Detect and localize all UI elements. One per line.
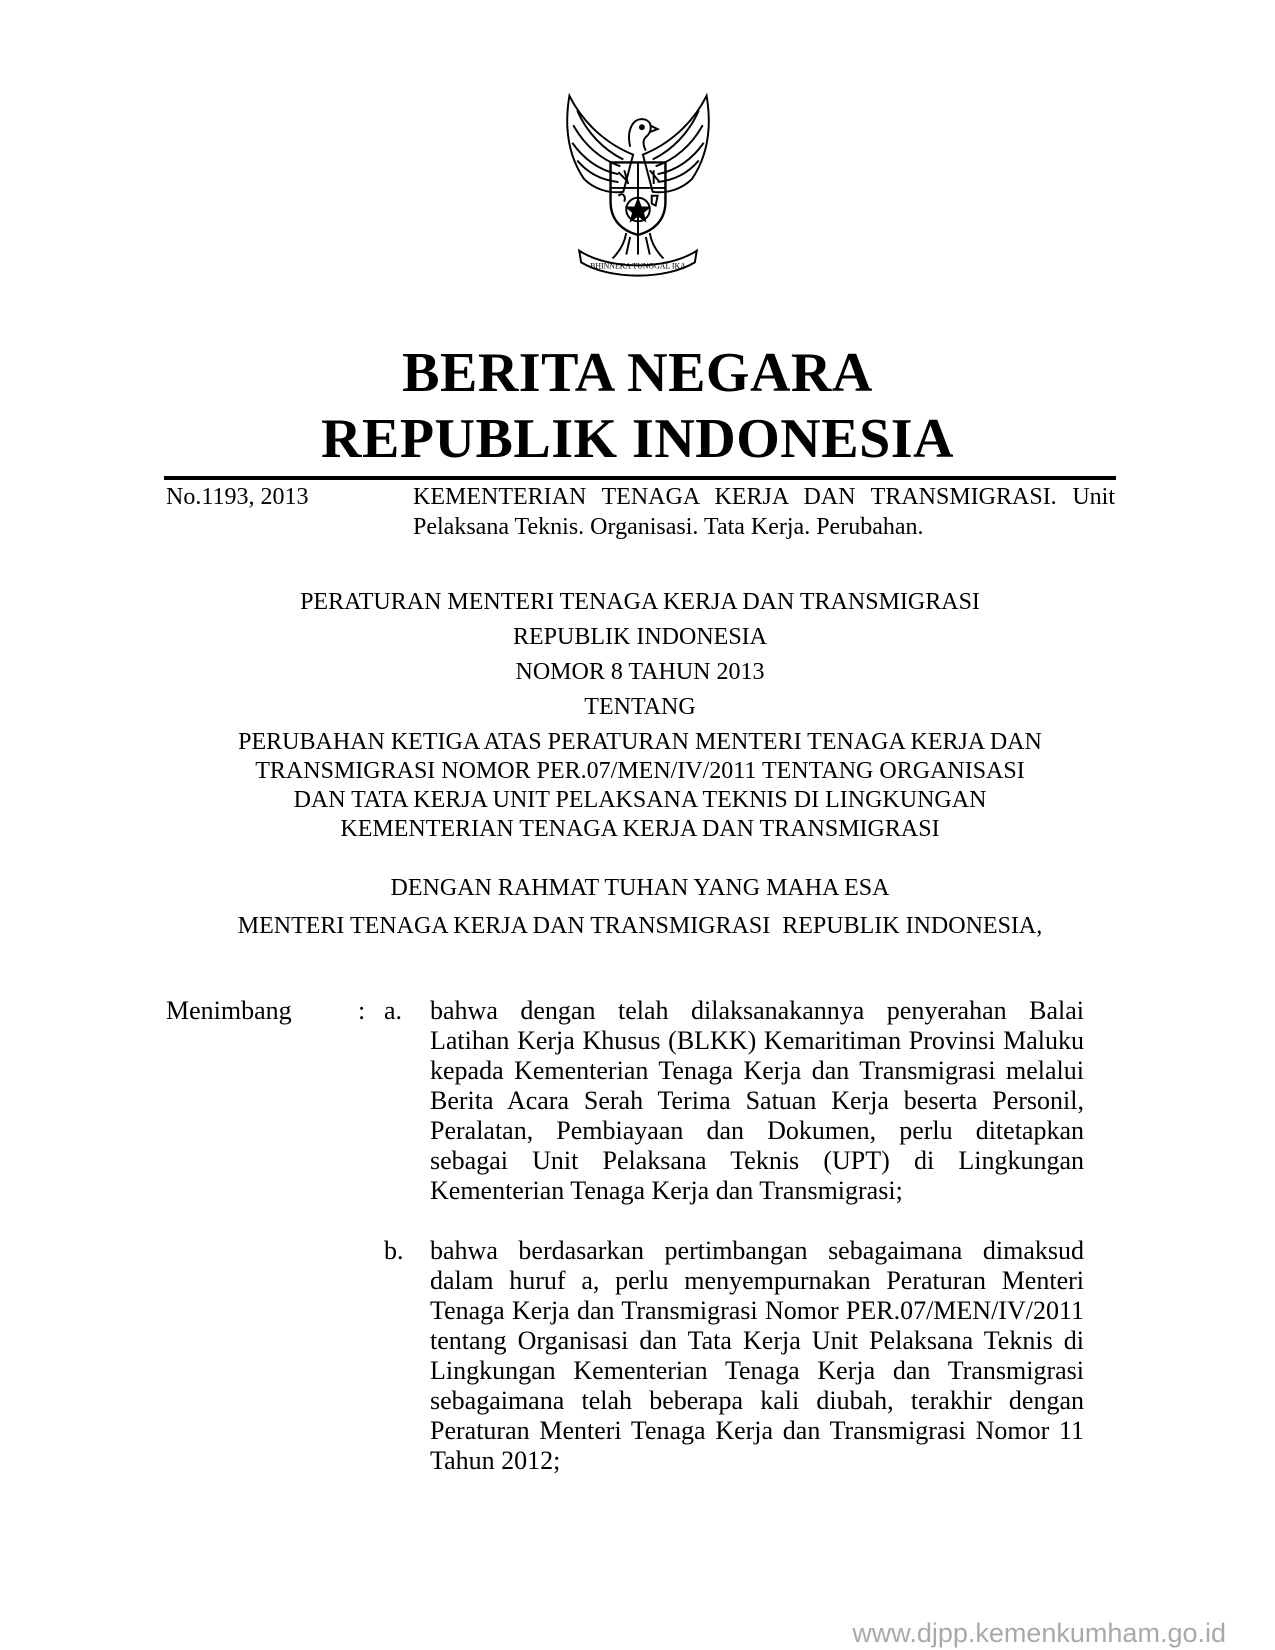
- footer-website: www.djpp.kemenkumham.go.id: [852, 1618, 1226, 1648]
- masthead-divider: [164, 476, 1116, 480]
- considering-item-letter: b.: [384, 1236, 404, 1265]
- regulation-title-line: PERUBAHAN KETIGA ATAS PERATURAN MENTERI TENAGA KERJA DAN: [238, 729, 1042, 755]
- considering-colon: :: [358, 996, 366, 1025]
- gazette-number: No.1193, 2013: [166, 484, 309, 510]
- considering-item-text: bahwa berdasarkan pertimbangan sebagaimana dimaksud dalam huruf a, perlu menyempurnakan Peraturan Menteri Tenaga Kerja dan Transmigrasi Nomor PER.07/MEN/IV/2011 tentang Organisasi dan Tata Kerja Unit Pelaksana Teknis di Lingkungan Kementerian Tenaga Kerja dan Transmigrasi sebagaimana telah beberapa kali diubah, terakhir dengan Peraturan Menteri Tenaga Kerja dan Transmigrasi Nomor 11 Tahun 2012;: [430, 1236, 1084, 1475]
- regulation-heading: PERATURAN MENTERI TENAGA KERJA DAN TRANSMIGRASI: [300, 589, 980, 615]
- issuing-authority: MENTERI TENAGA KERJA DAN TRANSMIGRASI REPUBLIK INDONESIA,: [237, 913, 1043, 939]
- considering-item-letter: a.: [384, 996, 403, 1025]
- regulation-number: NOMOR 8 TAHUN 2013: [515, 659, 765, 685]
- regulation-country: REPUBLIK INDONESIA: [513, 624, 767, 650]
- regulation-title-line: TRANSMIGRASI NOMOR PER.07/MEN/IV/2011 TENTANG ORGANISASI: [255, 758, 1025, 784]
- emblem-motto: BHINNEKA TUNGGAL IKA: [590, 261, 686, 271]
- invocation: DENGAN RAHMAT TUHAN YANG MAHA ESA: [390, 875, 890, 901]
- garuda-emblem-icon: [540, 86, 736, 282]
- masthead-subtitle: REPUBLIK INDONESIA: [321, 408, 954, 470]
- regulation-title-line: DAN TATA KERJA UNIT PELAKSANA TEKNIS DI LINGKUNGAN: [293, 787, 987, 813]
- masthead-title: BERITA NEGARA: [402, 342, 873, 404]
- gazette-subject: KEMENTERIAN TENAGA KERJA DAN TRANSMIGRASI. Unit Pelaksana Teknis. Organisasi. Tata Kerja. Perubahan.: [413, 484, 1115, 540]
- regulation-tentang: TENTANG: [584, 694, 696, 720]
- considering-item-text: bahwa dengan telah dilaksanakannya penyerahan Balai Latihan Kerja Khusus (BLKK) Kemaritiman Provinsi Maluku kepada Kementerian Tenaga Kerja dan Transmigrasi melalui Berita Acara Serah Terima Satuan Kerja beserta Personil, Peralatan, Pembiayaan dan Dokumen, perlu ditetapkan sebagai Unit Pelaksana Teknis (UPT) di Lingkungan Kementerian Tenaga Kerja dan Transmigrasi;: [430, 996, 1084, 1205]
- considering-label: Menimbang: [166, 996, 292, 1025]
- regulation-title-line: KEMENTERIAN TENAGA KERJA DAN TRANSMIGRASI: [340, 816, 940, 842]
